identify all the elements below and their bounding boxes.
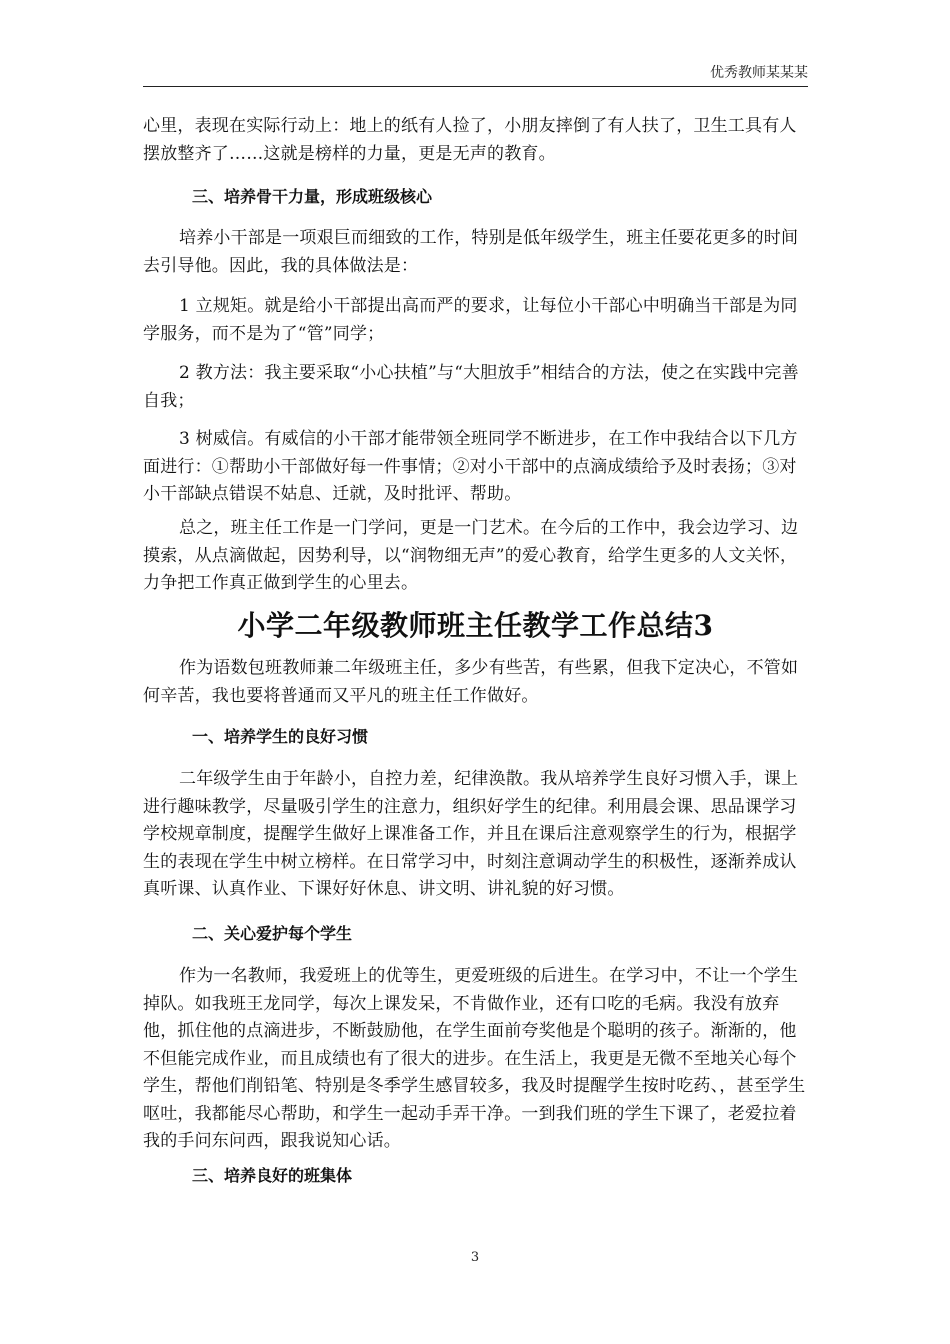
header-divider — [143, 86, 808, 87]
paragraph-prestige: 3 树威信。有威信的小干部才能带领全班同学不断进步，在工作中我结合以下几方面进行：①帮助小干部做好每一件事情；②对小干部中的点滴成绩给予及时表扬；③对小干部缺点错误不姑息、迁就，及时批评、帮助。 — [143, 429, 798, 504]
paragraph-methods: 2 教方法：我主要采取“小心扶植”与“大胆放手”相结合的方法，使之在实践中完善自我； — [143, 363, 799, 411]
paragraph-summary: 总之，班主任工作是一门学问，更是一门艺术。在今后的工作中，我会边学习、边摸索，从点滴做起，因势利导，以“润物细无声”的爱心教育，给学生更多的人文关怀，力争把工作真正做到学生的心里去。 — [143, 518, 799, 593]
paragraph-habits: 二年级学生由于年龄小，自控力差，纪律涣散。我从培养学生良好习惯入手，课上进行趣味教学，尽量吸引学生的注意力，组织好学生的纪律。利用晨会课、思品课学习学校规章制度，提醒学生做好上课准备工作，并且在课后注意观察学生的行为，根据学生的表现在学生中树立榜样。在日常学习中，时刻注意调动学生的积极性，逐渐养成认真听课、认真作业、下课好好休息、讲文明、讲礼貌的好习惯。 — [143, 769, 799, 899]
document-title: 小学二年级教师班主任教学工作总结3 — [237, 609, 714, 642]
paragraph-cadre-intro: 培养小干部是一项艰巨而细致的工作，特别是低年级学生，班主任要花更多的时间去引导他。因此，我的具体做法是： — [143, 228, 799, 276]
paragraph-care: 作为一名教师，我爱班上的优等生，更爱班级的后进生。在学习中，不让一个学生掉队。如我班王龙同学，每次上课发呆，不肯做作业，还有口吃的毛病。我没有放弃他，抓住他的点滴进步，不断鼓励他，在学生面前夸奖他是个聪明的孩子。渐渐的，他不但能完成作业，而且成绩也有了很大的进步。在生活上，我更是无微不至地关心每个学生，帮他们削铅笔、特别是冬季学生感冒较多，我及时提醒学生按时吃药、，甚至学生呕吐，我都能尽心帮助，和学生一起动手弄干净。一到我们班的学生下课了，老爱拉着我的手问东问西，跟我说知心话。 — [143, 966, 806, 1151]
section-heading-care: 二、关心爱护每个学生 — [192, 924, 353, 943]
page-number: 3 — [470, 1250, 480, 1265]
section-heading-collective: 三、培养良好的班集体 — [192, 1166, 353, 1185]
page-header-author: 优秀教师某某某 — [710, 65, 808, 81]
section-heading-core: 三、培养骨干力量，形成班级核心 — [192, 187, 433, 206]
paragraph-continuation: 心里，表现在实际行动上：地上的纸有人捡了，小朋友摔倒了有人扶了，卫生工具有人摆放整齐了……这就是榜样的力量，更是无声的教育。 — [143, 116, 797, 164]
paragraph-rules: 1 立规矩。就是给小干部提出高而严的要求，让每位小干部心中明确当干部是为同学服务，而不是为了“管”同学； — [143, 296, 798, 344]
section-heading-habits: 一、培养学生的良好习惯 — [192, 727, 369, 746]
paragraph-intro: 作为语数包班教师兼二年级班主任，多少有些苦，有些累，但我下定决心，不管如何辛苦，我也要将普通而又平凡的班主任工作做好。 — [143, 658, 799, 706]
